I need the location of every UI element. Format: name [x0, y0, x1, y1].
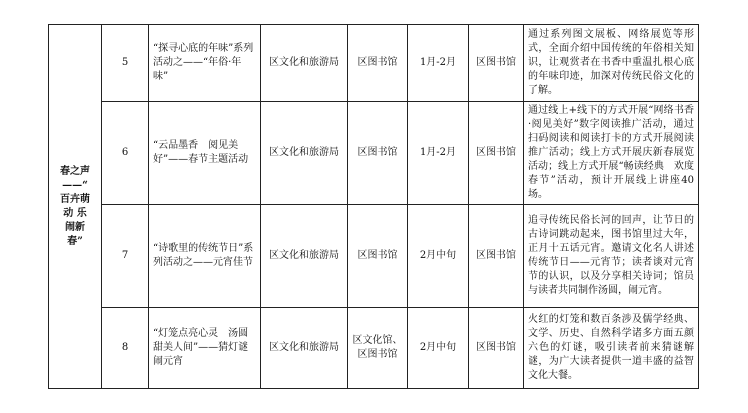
- activity-content: 通过系列图文展板、网络展览等形式，全面介绍中国传统的年俗相关知识，让观赏者在书香中重温扎根心底的年味印迹，加深对传统民俗文化的了解。: [524, 25, 699, 102]
- activity-name: “云品墨香 阅见美好”——春节主题活动: [149, 102, 261, 205]
- implementer: 区图书馆: [348, 25, 408, 102]
- category-line: 百卉萌: [60, 193, 90, 205]
- category-line: 春”: [67, 235, 83, 247]
- category-line: 动 乐: [63, 207, 87, 219]
- table-row: [49, 205, 699, 308]
- organizer: 区文化和旅游局: [261, 102, 348, 205]
- venue: 区图书馆: [469, 102, 524, 205]
- organizer: 区文化和旅游局: [261, 205, 348, 308]
- activity-name: “诗歌里的传统节日”系列活动之——元宵佳节: [149, 205, 261, 308]
- implementer: 区文化馆、区图书馆: [348, 308, 408, 389]
- venue: 区图书馆: [469, 205, 524, 308]
- activity-name: “探寻心底的年味”系列活动之——“年俗·年味”: [149, 25, 261, 102]
- organizer: 区文化和旅游局: [261, 308, 348, 389]
- activity-time: 1月-2月: [408, 25, 469, 102]
- category-line: 春之声: [60, 165, 90, 177]
- activity-time: 2月中旬: [408, 308, 469, 389]
- row-number: 6: [102, 102, 149, 205]
- table-row: [49, 102, 699, 205]
- row-number: 7: [102, 205, 149, 308]
- implementer: 区图书馆: [348, 205, 408, 308]
- activity-content: 火红的灯笼和数百条涉及儒学经典、文学、历史、自然科学诸多方面五颜六色的灯谜，吸引读者前来猜谜解谜，为广大读者提供一道丰盛的益智文化大餐。: [524, 308, 699, 389]
- venue: 区图书馆: [469, 25, 524, 102]
- activity-name: “灯笼点亮心灵 汤圆甜美人间”——猜灯谜 闹元宵: [149, 308, 261, 389]
- activity-time: 2月中旬: [408, 205, 469, 308]
- category-line: 闹新: [65, 221, 85, 233]
- activity-content: 通过线上+线下的方式开展“网络书香·阅见美好”数字阅读推广活动，通过扫码阅读和阅读打卡的方式开展阅读推广活动；线上方式开展庆新春展览活动；线上方式开展“畅读经典 欢度春节”活动，预计开展线上讲座40场。: [524, 102, 699, 205]
- category-line: ——“: [62, 179, 88, 191]
- row-number: 8: [102, 308, 149, 389]
- table-row: [49, 25, 699, 102]
- implementer: 区图书馆: [348, 102, 408, 205]
- organizer: 区文化和旅游局: [261, 25, 348, 102]
- activity-content: 追寻传统民俗长河的回声，让节日的古诗词跳动起来，图书馆里过大年，正月十五话元宵。邀请文化名人讲述传统节日——元宵节；读者谈对元宵节的认识，以及分享相关诗词；馆员与读者共同制作汤圆，闹元宵。: [524, 205, 699, 308]
- activity-time: 1月-2月: [408, 102, 469, 205]
- venue: 区图书馆: [469, 308, 524, 389]
- table-row: [49, 308, 699, 389]
- activity-table: [48, 24, 699, 389]
- row-number: 5: [102, 25, 149, 102]
- category-cell: [49, 25, 102, 389]
